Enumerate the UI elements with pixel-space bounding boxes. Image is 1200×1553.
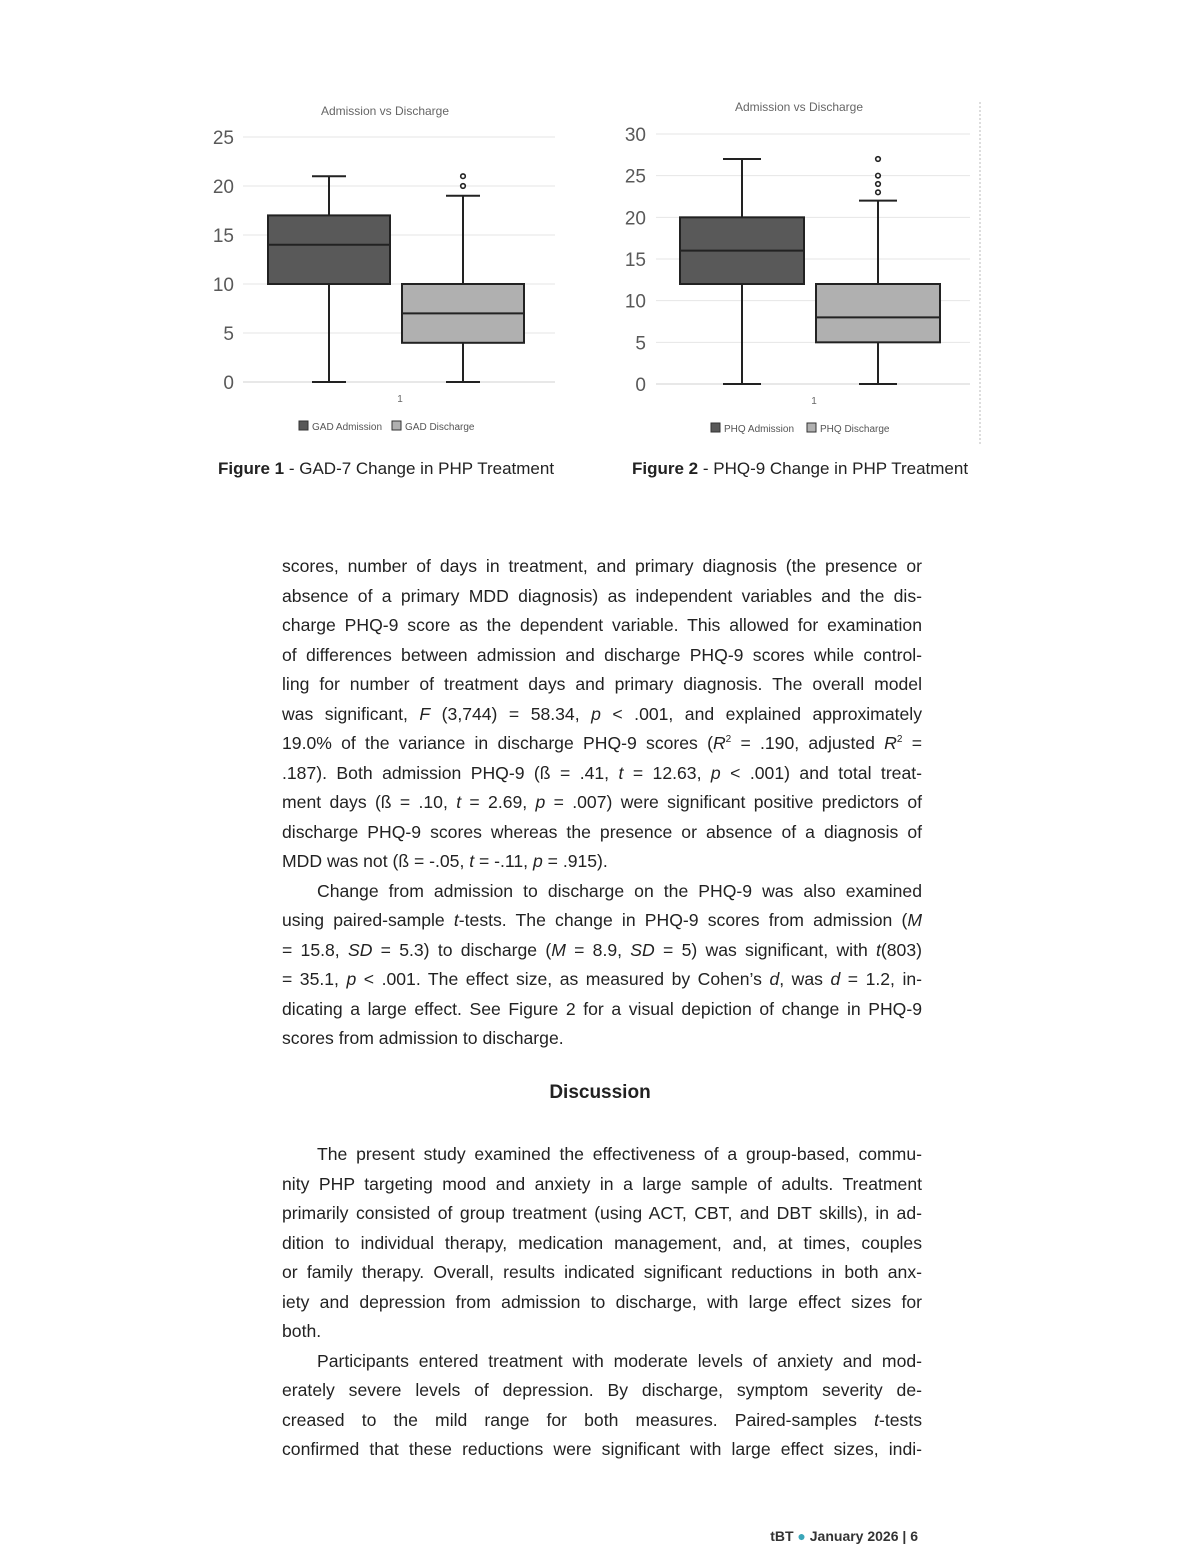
y-tick-label: 5 (635, 333, 646, 355)
legend-label: GAD Admission (312, 422, 383, 433)
text-line: ling for number of treatment days and primary diagnosis. The overall model (282, 674, 922, 694)
y-tick-label: 30 (624, 125, 646, 146)
phq9-boxplot (612, 92, 984, 446)
text-line: of differences between admission and discharge PHQ-9 scores while control- (282, 644, 922, 665)
footer-separator: | (902, 1528, 907, 1544)
chart-title: Admission vs Discharge (320, 104, 450, 118)
text-line: nity PHP targeting mood and anxiety in a large sample of adults. Treatment (282, 1173, 922, 1194)
y-tick-label: 0 (223, 373, 234, 394)
figure-1-caption-text: - GAD-7 Change in PHP Treatment (284, 459, 555, 478)
outlier-point (461, 174, 466, 179)
text-line: absence of a primary MDD diagnosis) as independent variables and the dis- (282, 585, 922, 606)
legend-label: GAD Discharge (405, 422, 475, 433)
text-line: scores from admission to discharge. (282, 1028, 564, 1048)
gad7-boxplot (200, 96, 570, 446)
results-paragraph (282, 552, 922, 1054)
outlier-point (876, 173, 881, 178)
y-tick-label: 5 (223, 324, 234, 345)
y-tick-label: 25 (624, 166, 646, 188)
y-tick-label: 15 (624, 250, 646, 271)
text-line: using paired-sample t-tests. The change in PHQ-9 scores from admission (M (282, 910, 922, 930)
text-line: both. (282, 1321, 322, 1341)
figure-1-label: Figure 1 (218, 459, 285, 478)
y-tick-label: 10 (624, 291, 646, 313)
journal-name: tBT (770, 1528, 794, 1544)
y-tick-label: 20 (212, 177, 234, 198)
page-footer (770, 1528, 918, 1544)
text-line: iety and depression from admission to discharge, with large effect sizes for (282, 1291, 922, 1312)
figure-2-chart (612, 92, 984, 446)
text-line: was significant, F (3,744) = 58.34, p < .001, and explained approximately (282, 703, 923, 724)
text-line: scores, number of days in treatment, and primary diagnosis (the presence or (282, 556, 922, 576)
legend-swatch (299, 421, 308, 430)
chart-title: Admission vs Discharge (734, 100, 864, 114)
figure-2-caption (632, 459, 968, 479)
text-line: The present study examined the effectiveness of a group-based, commu- (317, 1144, 922, 1164)
text-line: dicating a large effect. See Figure 2 for a visual depiction of change in PHQ-9 (282, 998, 922, 1019)
text-line: .187). Both admission PHQ-9 (ß = .41, t = 12.63, p < .001) and total treat- (282, 762, 922, 783)
text-line: confirmed that these reductions were significant with large effect sizes, indi- (282, 1439, 922, 1459)
section-heading-discussion: Discussion (549, 1082, 651, 1103)
text-line: 19.0% of the variance in discharge PHQ-9 scores ($R^2 = .190$, adjusted $R^2$ = (282, 733, 922, 753)
y-tick-label: 25 (212, 128, 234, 149)
text-line: Participants entered treatment with moderate levels of anxiety and mod- (317, 1350, 922, 1371)
x-tick-label: 1 (811, 396, 817, 407)
issue-date: January 2026 (809, 1528, 899, 1544)
box-iqr (268, 215, 390, 284)
figure-1-caption (218, 459, 554, 479)
outlier-point (461, 184, 466, 189)
text-line: charge PHQ-9 score as the dependent variable. This allowed for examination (282, 615, 922, 635)
discussion-paragraph (282, 1140, 922, 1465)
y-tick-label: 0 (635, 375, 646, 396)
outlier-point (876, 182, 881, 187)
box-iqr (816, 284, 940, 342)
outlier-point (876, 190, 881, 195)
legend-swatch (711, 423, 720, 432)
text-line: creased to the mild range for both measures. Paired-samples t-tests (282, 1409, 922, 1430)
figure-1-chart (200, 96, 570, 446)
legend-label: PHQ Discharge (820, 424, 890, 435)
y-tick-label: 10 (212, 275, 234, 296)
text-line: primarily consisted of group treatment (using ACT, CBT, and DBT skills), in ad- (282, 1203, 922, 1223)
legend-swatch (392, 421, 401, 430)
outlier-point (876, 157, 881, 162)
text-line: dition to individual therapy, medication management, and, at times, couples (282, 1232, 922, 1253)
legend-label: PHQ Admission (724, 424, 795, 435)
x-tick-label: 1 (397, 394, 403, 405)
text-line: discharge PHQ-9 scores whereas the presence or absence of a diagnosis of (282, 821, 922, 842)
text-line: = 15.8, SD = 5.3) to discharge (M = 8.9, SD = 5) was significant, with t(803) (282, 939, 922, 960)
text-line: erately severe levels of depression. By discharge, symptom severity de- (282, 1380, 922, 1400)
text-line: Change from admission to discharge on the PHQ-9 was also examined (317, 880, 922, 901)
page-number: 6 (910, 1528, 918, 1544)
text-line: or family therapy. Overall, results indicated significant reductions in both anx- (282, 1262, 922, 1282)
y-tick-label: 15 (212, 226, 234, 247)
figure-2-caption-text: - PHQ-9 Change in PHP Treatment (698, 459, 969, 478)
bullet-dot: ● (797, 1528, 806, 1544)
y-tick-label: 20 (624, 208, 646, 230)
figure-2-label: Figure 2 (632, 459, 699, 478)
legend-swatch (807, 423, 816, 432)
text-line: = 35.1, p < .001. The effect size, as measured by Cohen’s d, was d = 1.2, in- (282, 969, 923, 989)
text-line: ment days (ß = .10, t = 2.69, p = .007) were significant positive predictors of (282, 792, 922, 812)
text-line: MDD was not (ß = -.05, t = -.11, p = .915). (282, 851, 608, 871)
